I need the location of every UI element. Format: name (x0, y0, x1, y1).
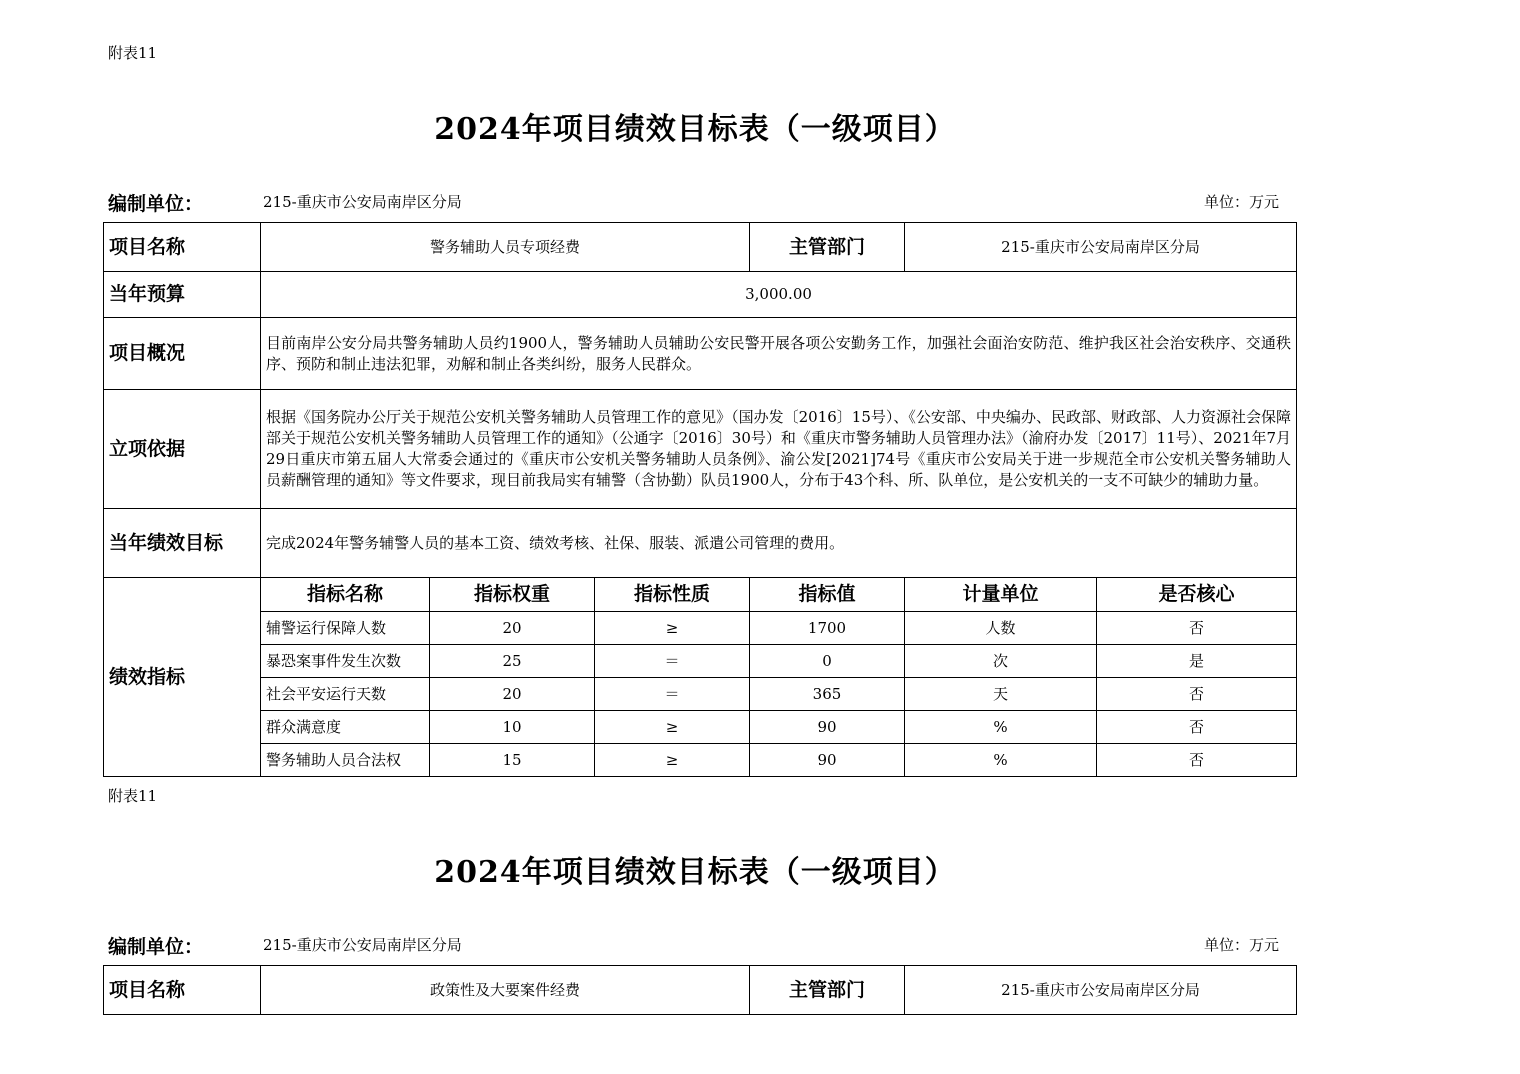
indicator-name: 群众满意度 (261, 711, 430, 744)
indicator-name: 辅警运行保障人数 (261, 612, 430, 645)
unit-label: 单位：万元 (1204, 193, 1280, 211)
overview-label: 项目概况 (104, 318, 261, 390)
indicator-unit: % (905, 744, 1097, 777)
page-title: 2024年项目绩效目标表（一级项目） (434, 855, 956, 890)
performance-table (103, 965, 1297, 1015)
indicator-name: 警务辅助人员合法权 (261, 744, 430, 777)
project-name-value: 政策性及大要案件经费 (261, 966, 750, 1015)
budget-value: 3,000.00 (261, 272, 1297, 318)
performance-table (103, 222, 1297, 777)
indicator-unit: 次 (905, 645, 1097, 678)
indicator-weight: 25 (430, 645, 595, 678)
indicator-weight: 10 (430, 711, 595, 744)
indicator-value: 90 (750, 744, 905, 777)
appendix-label: 附表11 (108, 44, 158, 62)
indicator-core: 否 (1097, 678, 1297, 711)
indicator-core: 否 (1097, 711, 1297, 744)
page-title: 2024年项目绩效目标表（一级项目） (434, 112, 956, 147)
indicator-header: 指标性质 (595, 578, 750, 612)
org-label: 编制单位： (108, 193, 204, 215)
table-row (104, 678, 1297, 711)
indicator-name: 暴恐案事件发生次数 (261, 645, 430, 678)
indicator-value: 0 (750, 645, 905, 678)
indicator-core: 否 (1097, 612, 1297, 645)
appendix-label: 附表11 (108, 787, 158, 805)
org-label: 编制单位： (108, 936, 204, 958)
project-name-row (104, 966, 1297, 1015)
indicator-nature: ≥ (595, 711, 750, 744)
indicator-nature: ＝ (595, 645, 750, 678)
goal-label: 当年绩效目标 (104, 509, 261, 578)
budget-label: 当年预算 (104, 272, 261, 318)
indicator-weight: 20 (430, 612, 595, 645)
dept-label: 主管部门 (750, 966, 905, 1015)
budget-row (104, 272, 1297, 318)
indicator-value: 90 (750, 711, 905, 744)
dept-label: 主管部门 (750, 223, 905, 272)
indicator-header-row (104, 578, 1297, 612)
indicator-core: 否 (1097, 744, 1297, 777)
indicator-header: 指标值 (750, 578, 905, 612)
indicator-label: 绩效指标 (104, 578, 261, 777)
overview-text: 目前南岸公安分局共警务辅助人员约1900人，警务辅助人员辅助公安民警开展各项公安勤务工作，加强社会面治安防范、维护我区社会治安秩序、交通秩序、预防和制止违法犯罪，劝解和制止各类纠纷，服务人民群众。 (261, 318, 1297, 390)
indicator-unit: 天 (905, 678, 1097, 711)
goal-text: 完成2024年警务辅警人员的基本工资、绩效考核、社保、服装、派遣公司管理的费用。 (261, 509, 1297, 578)
project-name-row (104, 223, 1297, 272)
table-row (104, 645, 1297, 678)
indicator-core: 是 (1097, 645, 1297, 678)
project-name-value: 警务辅助人员专项经费 (261, 223, 750, 272)
table-row (104, 711, 1297, 744)
indicator-unit: 人数 (905, 612, 1097, 645)
basis-text: 根据《国务院办公厅关于规范公安机关警务辅助人员管理工作的意见》（国办发〔2016〕15号）、《公安部、中央编办、民政部、财政部、人力资源社会保障部关于规范公安机关警务辅助人员管理工作的通知》（公通字〔2016〕30号）和《重庆市警务辅助人员管理办法》（渝府办发〔2017〕11号）、2021年7月29日重庆市第五届人大常委会通过的《重庆市公安机关警务辅助人员条例》、渝公发[2021]74号《重庆市公安局关于进一步规范全市公安机关警务辅助人员薪酬管理的通知》等文件要求，现目前我局实有辅警（含协勤）队员1900人，分布于43个科、所、队单位，是公安机关的一支不可缺少的辅助力量。 (261, 390, 1297, 509)
basis-label: 立项依据 (104, 390, 261, 509)
indicator-header: 指标权重 (430, 578, 595, 612)
project-name-label: 项目名称 (104, 966, 261, 1015)
indicator-nature: ≥ (595, 744, 750, 777)
table-row (104, 744, 1297, 777)
indicator-value: 365 (750, 678, 905, 711)
table-row (104, 612, 1297, 645)
indicator-unit: % (905, 711, 1097, 744)
indicator-nature: ＝ (595, 678, 750, 711)
indicator-name: 社会平安运行天数 (261, 678, 430, 711)
goal-row (104, 509, 1297, 578)
unit-label: 单位：万元 (1204, 936, 1280, 954)
overview-row (104, 318, 1297, 390)
indicator-header: 指标名称 (261, 578, 430, 612)
indicator-value: 1700 (750, 612, 905, 645)
org-name: 215-重庆市公安局南岸区分局 (263, 936, 462, 954)
basis-row (104, 390, 1297, 509)
indicator-nature: ≥ (595, 612, 750, 645)
org-name: 215-重庆市公安局南岸区分局 (263, 193, 462, 211)
dept-value: 215-重庆市公安局南岸区分局 (905, 966, 1297, 1015)
indicator-weight: 15 (430, 744, 595, 777)
indicator-weight: 20 (430, 678, 595, 711)
indicator-header: 是否核心 (1097, 578, 1297, 612)
indicator-header: 计量单位 (905, 578, 1097, 612)
project-name-label: 项目名称 (104, 223, 261, 272)
dept-value: 215-重庆市公安局南岸区分局 (905, 223, 1297, 272)
